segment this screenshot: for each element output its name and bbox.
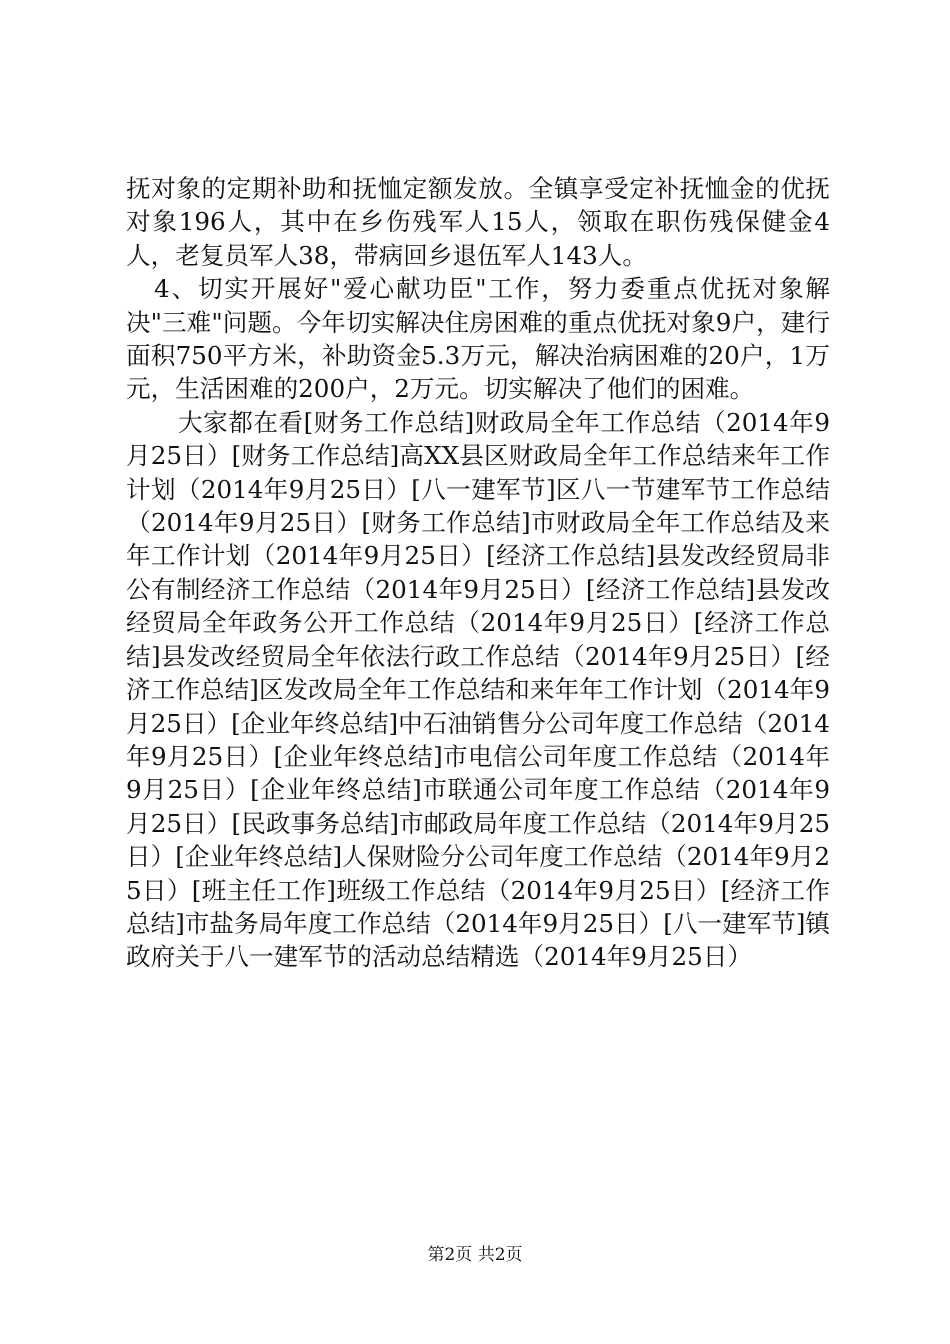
paragraph-item-4: 4、切实开展好"爱心献功臣"工作，努力委重点优抚对象解决"三难"问题。今年切实解决住房困难的重点优抚对象9户，建行面积750平方米，补助资金5.3万元，解决治病困难的20户，1万元，生活困难的200户，2万元。切实解决了他们的困难。: [126, 274, 830, 404]
page-number-label: 第2页 共2页: [427, 1245, 523, 1265]
page-footer: [0, 1244, 950, 1266]
paragraph-related-articles: 大家都在看[财务工作总结]财政局全年工作总结（2014年9月25日）[财务工作总结]高XX县区财政局全年工作总结来年工作计划（2014年9月25日）[八一建军节]区八一节建军节工作总结（2014年9月25日）[财务工作总结]市财政局全年工作总结及来年工作计划（2014年9月25日）[经济工作总结]县发改经贸局非公有制经济工作总结（2014年9月25日）[经济工作总结]县发改经贸局全年政务公开工作总结（2014年9月25日）[经济工作总结]县发改经贸局全年依法行政工作总结（2014年9月25日）[经济工作总结]区发改局全年工作总结和来年年工作计划（2014年9月25日）[企业年终总结]中石油销售分公司年度工作总结（2014年9月25日）[企业年终总结]市电信公司年度工作总结（2014年9月25日）[企业年终总结]市联通公司年度工作总结（2014年9月25日）[民政事务总结]市邮政局年度工作总结（2014年9月25日）[企业年终总结]人保财险分公司年度工作总结（2014年9月25日）[班主任工作]班级工作总结（2014年9月25日）[经济工作总结]市盐务局年度工作总结（2014年9月25日）[八一建军节]镇政府关于八一建军节的活动总结精选（2014年9月25日）: [126, 407, 830, 972]
paragraph-continuation: 抚对象的定期补助和抚恤定额发放。全镇享受定补抚恤金的优抚对象196人，其中在乡伤残军人15人，领取在职伤残保健金4人，老复员军人38，带病回乡退伍军人143人。: [126, 174, 830, 270]
document-body: [126, 172, 830, 974]
